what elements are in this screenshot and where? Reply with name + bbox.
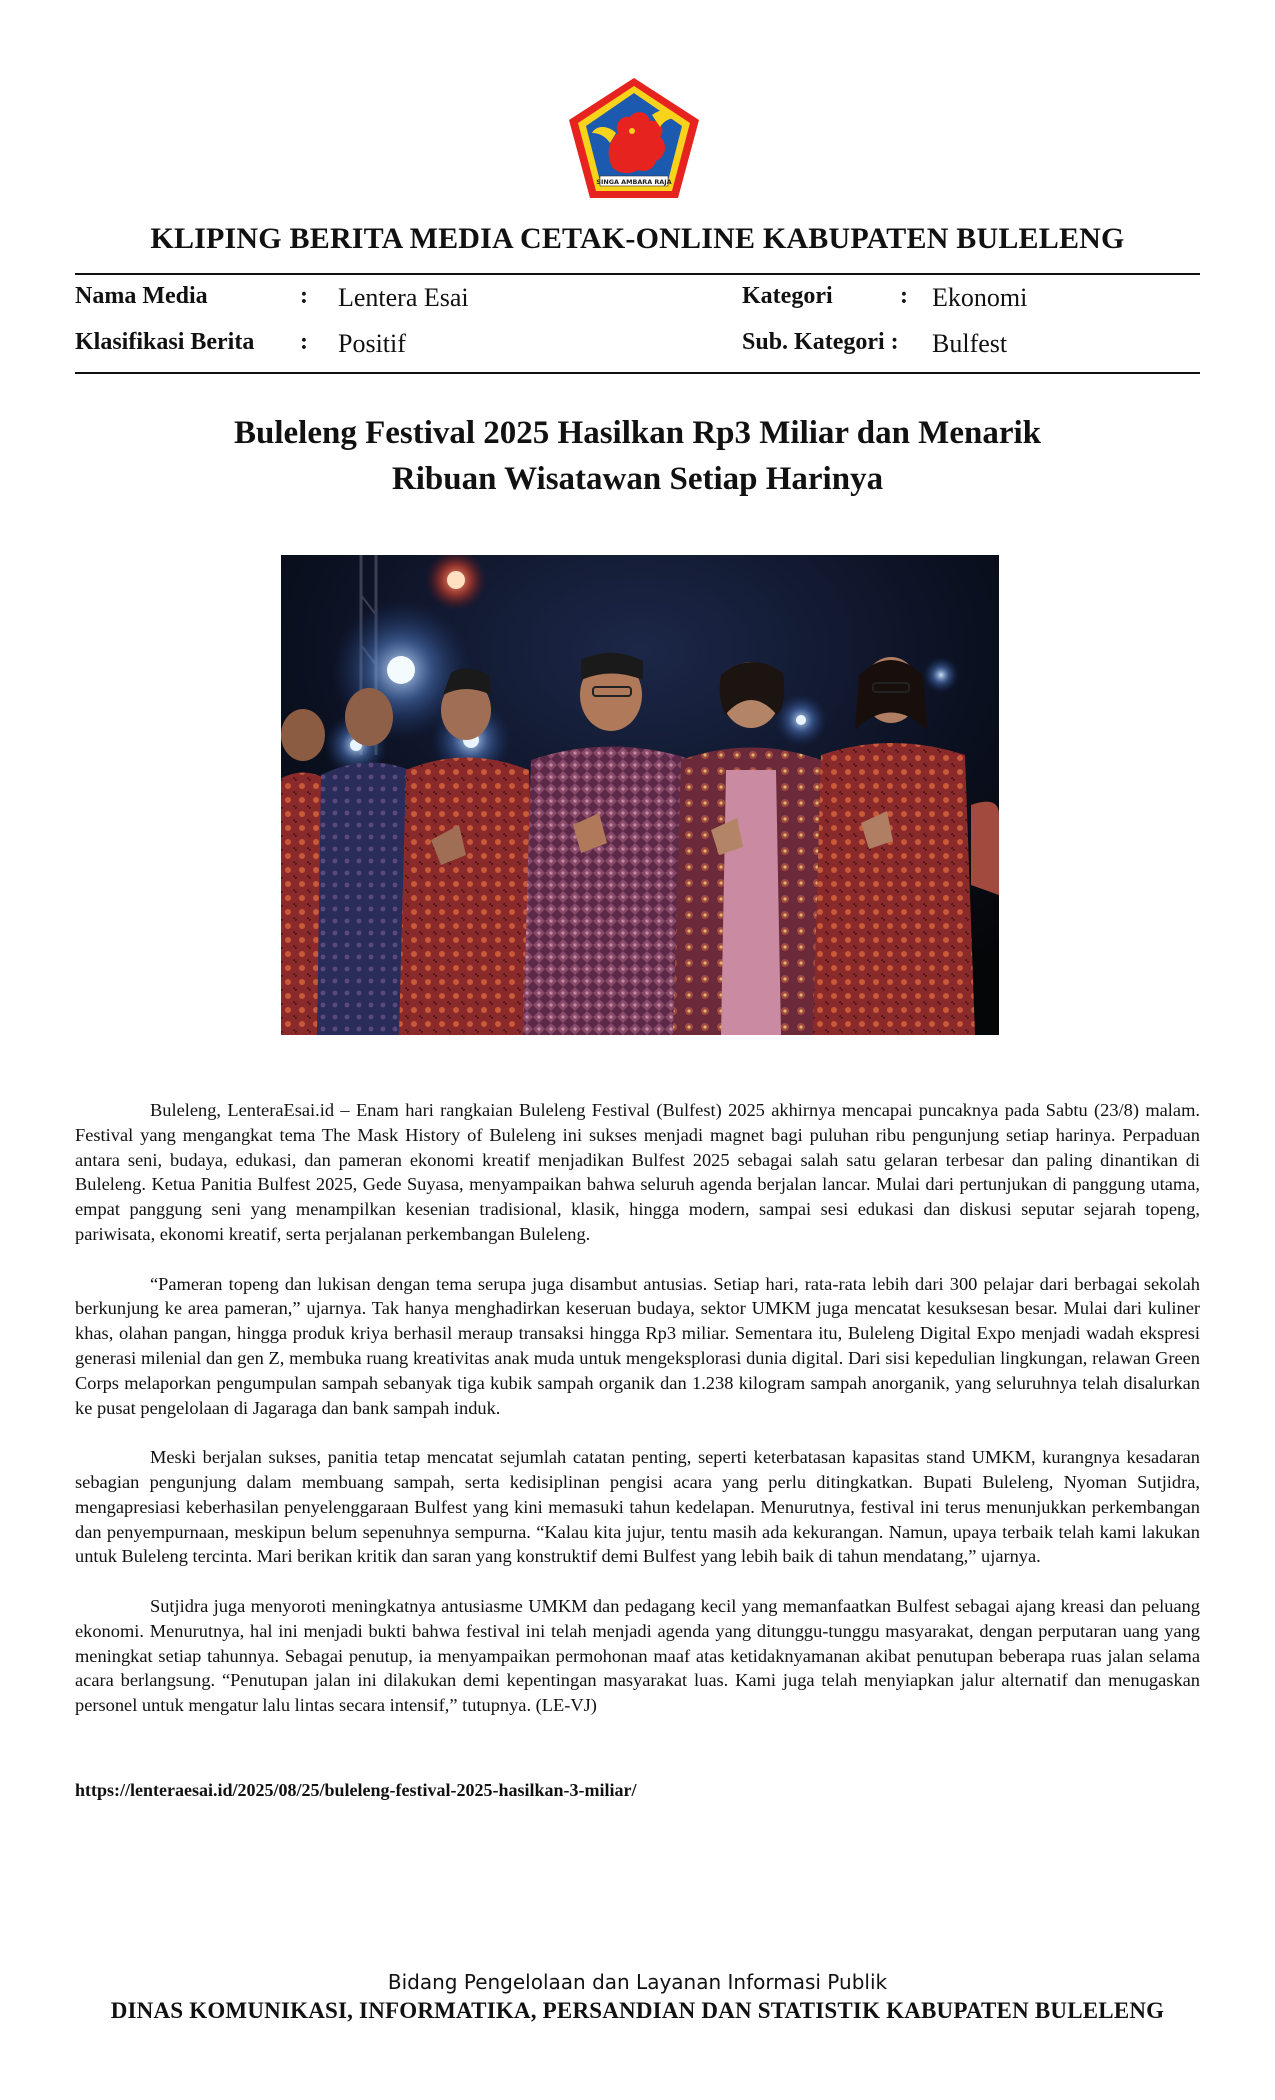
footer-agency: DINAS KOMUNIKASI, INFORMATIKA, PERSANDIAN DAN STATISTIK KABUPATEN BULELENG <box>110 1998 1165 2023</box>
klasifikasi-value: Positif <box>338 329 406 358</box>
klasifikasi-colon: : <box>300 329 308 355</box>
article-paragraph: “Pameran topeng dan lukisan dengan tema serupa juga disambut antusias. Setiap hari, rata-rata lebih dari 300 pelajar dari berbagai sekolah berkunjung ke area pameran,” ujarnya. Tak hanya menghadirkan keseruan budaya, sektor UMKM juga mencatat kesuksesan besar. Mulai dari kuliner khas, olahan pangan, hingga produk kriya berhasil meraup transaksi hingga Rp3 miliar. Sementara itu, Buleleng Digital Expo menjadi wadah ekspresi generasi milenial dan gen Z, membuka ruang kreativitas anak muda untuk mengeksplorasi dunia digital. Dari sisi kepedulian lingkungan, relawan Green Corps melaporkan pengumpulan sampah sebanyak tiga kubik sampah organik dan 1.238 kilogram sampah anorganik, yang seluruhnya telah disalurkan ke pusat pengelolaan di Jagaraga dan bank sampah induk. <box>75 1273 1200 1418</box>
sub-kategori-value: Bulfest <box>932 329 1008 358</box>
headline-line-2: Ribuan Wisatawan Setiap Harinya <box>391 461 884 497</box>
emblem-motto: SINGA AMBARA RAJA <box>596 178 672 186</box>
festival-officials-photo <box>281 555 999 1035</box>
article-paragraph: Buleleng, LenteraEsai.id – Enam hari rangkaian Buleleng Festival (Bulfest) 2025 akhirnya mencapai puncaknya pada Sabtu (23/8) malam. Festival yang mengangkat tema The Mask History of Buleleng ini sukses menjadi magnet bagi puluhan ribu pengunjung setiap harinya. Perpaduan antara seni, budaya, edukasi, dan pameran ekonomi kreatif menjadikan Bulfest 2025 sebagai salah satu gelaran terbesar dan paling dinantikan di Buleleng. Ketua Panitia Bulfest 2025, Gede Suyasa, menyampaikan bahwa seluruh agenda berjalan lancar. Mulai dari pertunjukan di panggung utama, empat panggung seni yang menampilkan kesenian tradisional, klasik, hingga modern, sampai sesi edukasi dan diskusi seputar sejarah topeng, pariwisata, ekonomi kreatif, serta perjalanan perkembangan Buleleng. <box>75 1100 1200 1244</box>
nama-media-label: Nama Media <box>75 283 208 309</box>
nama-media-value: Lentera Esai <box>338 283 469 312</box>
kliping-title: KLIPING BERITA MEDIA CETAK-ONLINE KABUPATEN BULELENG <box>150 222 1125 255</box>
source-url: https://lenteraesai.id/2025/08/25/buleleng-festival-2025-hasilkan-3-miliar/ <box>75 1780 637 1800</box>
kategori-colon: : <box>900 283 908 309</box>
nama-media-colon: : <box>300 283 308 309</box>
article-paragraph: Sutjidra juga menyoroti meningkatnya antusiasme UMKM dan pedagang kecil yang memanfaatkan Bulfest sebagai ajang kreasi dan peluang ekonomi. Menurutnya, hal ini menjadi bukti bahwa festival ini telah menjadi agenda yang ditunggu-tunggu masyarakat, dengan perputaran uang yang meningkat setiap tahunnya. Sebagai penutup, ia menyampaikan permohonan maaf atas ketidaknyamanan akibat penutupan beberapa ruas jalan selama acara berlangsung. “Penutupan jalan ini dilakukan demi kepentingan masyarakat luas. Kami juga telah menyiapkan jalur alternatif dan menugaskan personel untuk mengatur lalu lintas secara intensif,” tutupnya. (LE-VJ) <box>75 1595 1200 1716</box>
headline-line-1: Buleleng Festival 2025 Hasilkan Rp3 Miliar dan Menarik <box>233 415 1042 451</box>
article-body <box>75 1098 1200 1743</box>
kategori-value: Ekonomi <box>932 283 1028 312</box>
article-paragraph: Meski berjalan sukses, panitia tetap mencatat sejumlah catatan penting, seperti keterbatasan kapasitas stand UMKM, kurangnya kesadaran sebagian pengunjung dalam membuang sampah, serta kedisiplinan pengisi acara yang perlu ditingkatkan. Bupati Buleleng, Nyoman Sutjidra, mengapresiasi keberhasilan penyelenggaraan Bulfest yang kini memasuki tahun kedelapan. Menurutnya, festival ini terus menunjukkan perkembangan dan penyempurnaan, meskipun belum sepenuhnya sempurna. “Kalau kita jujur, tentu masih ada kekurangan. Namun, upaya terbaik telah kami lakukan untuk Buleleng tercinta. Mari berikan kritik dan saran yang konstruktif demi Bulfest yang lebih baik di tahun mendatang,” ujarnya. <box>75 1447 1200 1567</box>
bottom-divider <box>75 372 1200 374</box>
footer-division: Bidang Pengelolaan dan Layanan Informasi Publik <box>387 1970 888 1994</box>
sub-kategori-label: Sub. Kategori : <box>742 329 899 355</box>
klasifikasi-label: Klasifikasi Berita <box>75 329 255 355</box>
top-divider <box>75 273 1200 275</box>
kabupaten-buleleng-emblem-icon <box>566 75 702 201</box>
article-headline <box>150 410 1125 502</box>
kategori-label: Kategori <box>742 283 833 309</box>
